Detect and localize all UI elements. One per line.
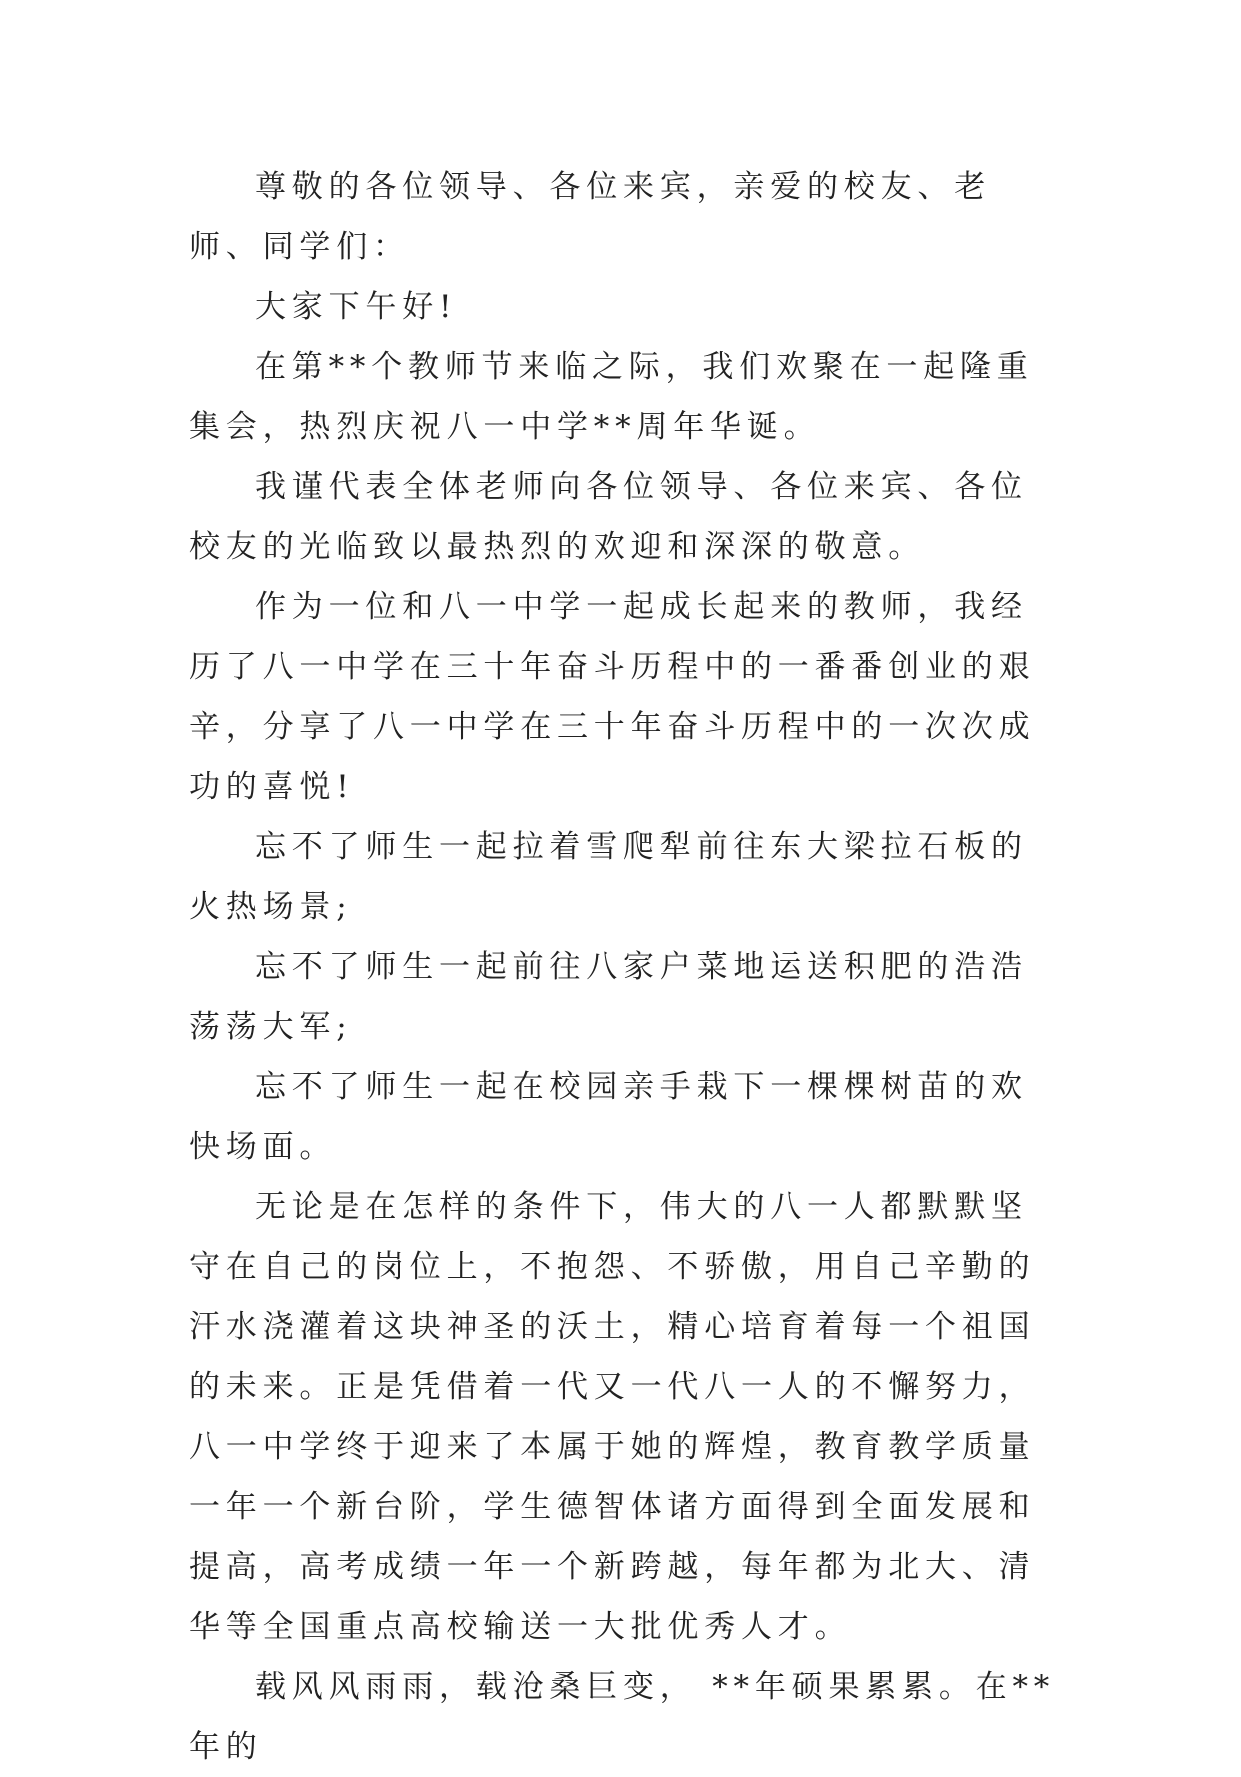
paragraph-experience: 作为一位和八一中学一起成长起来的教师，我经历了八一中学在三十年奋斗历程中的一番番创业的艰辛，分享了八一中学在三十年奋斗历程中的一次次成功的喜悦! (189, 589, 1036, 805)
paragraph-memory-3: 忘不了师生一起在校园亲手栽下一棵棵树苗的欢快场面。 (189, 1069, 1028, 1165)
paragraph-good-afternoon: 大家下午好! (255, 289, 458, 325)
paragraph-welcome: 我谨代表全体老师向各位领导、各位来宾、各位校友的光临致以最热烈的欢迎和深深的敬意。 (189, 469, 1028, 565)
document-body (189, 157, 1061, 1777)
paragraph-dedication: 无论是在怎样的条件下，伟大的八一人都默默坚守在自己的岗位上，不抱怨、不骄傲，用自己辛勤的汗水浇灌着这块神圣的沃土，精心培育着每一个祖国的未来。正是凭借着一代又一代八一人的不懈努力，八一中学终于迎来了本属于她的辉煌，教育教学质量一年一个新台阶，学生德智体诸方面得到全面发展和提高，高考成绩一年一个新跨越，每年都为北大、清华等全国重点高校输送一大批优秀人才。 (189, 1189, 1036, 1645)
paragraph-closing: 载风风雨雨，载沧桑巨变， **年硕果累累。在**年的 (189, 1669, 1056, 1765)
paragraph-memory-2: 忘不了师生一起前往八家户菜地运送积肥的浩浩荡荡大军; (189, 949, 1028, 1045)
paragraph-memory-1: 忘不了师生一起拉着雪爬犁前往东大梁拉石板的火热场景; (189, 829, 1028, 925)
paragraph-teachers-day: 在第**个教师节来临之际，我们欢聚在一起隆重集会，热烈庆祝八一中学**周年华诞。 (189, 349, 1034, 445)
paragraph-greeting: 尊敬的各位领导、各位来宾，亲爱的校友、老师、同学们： (189, 169, 991, 265)
